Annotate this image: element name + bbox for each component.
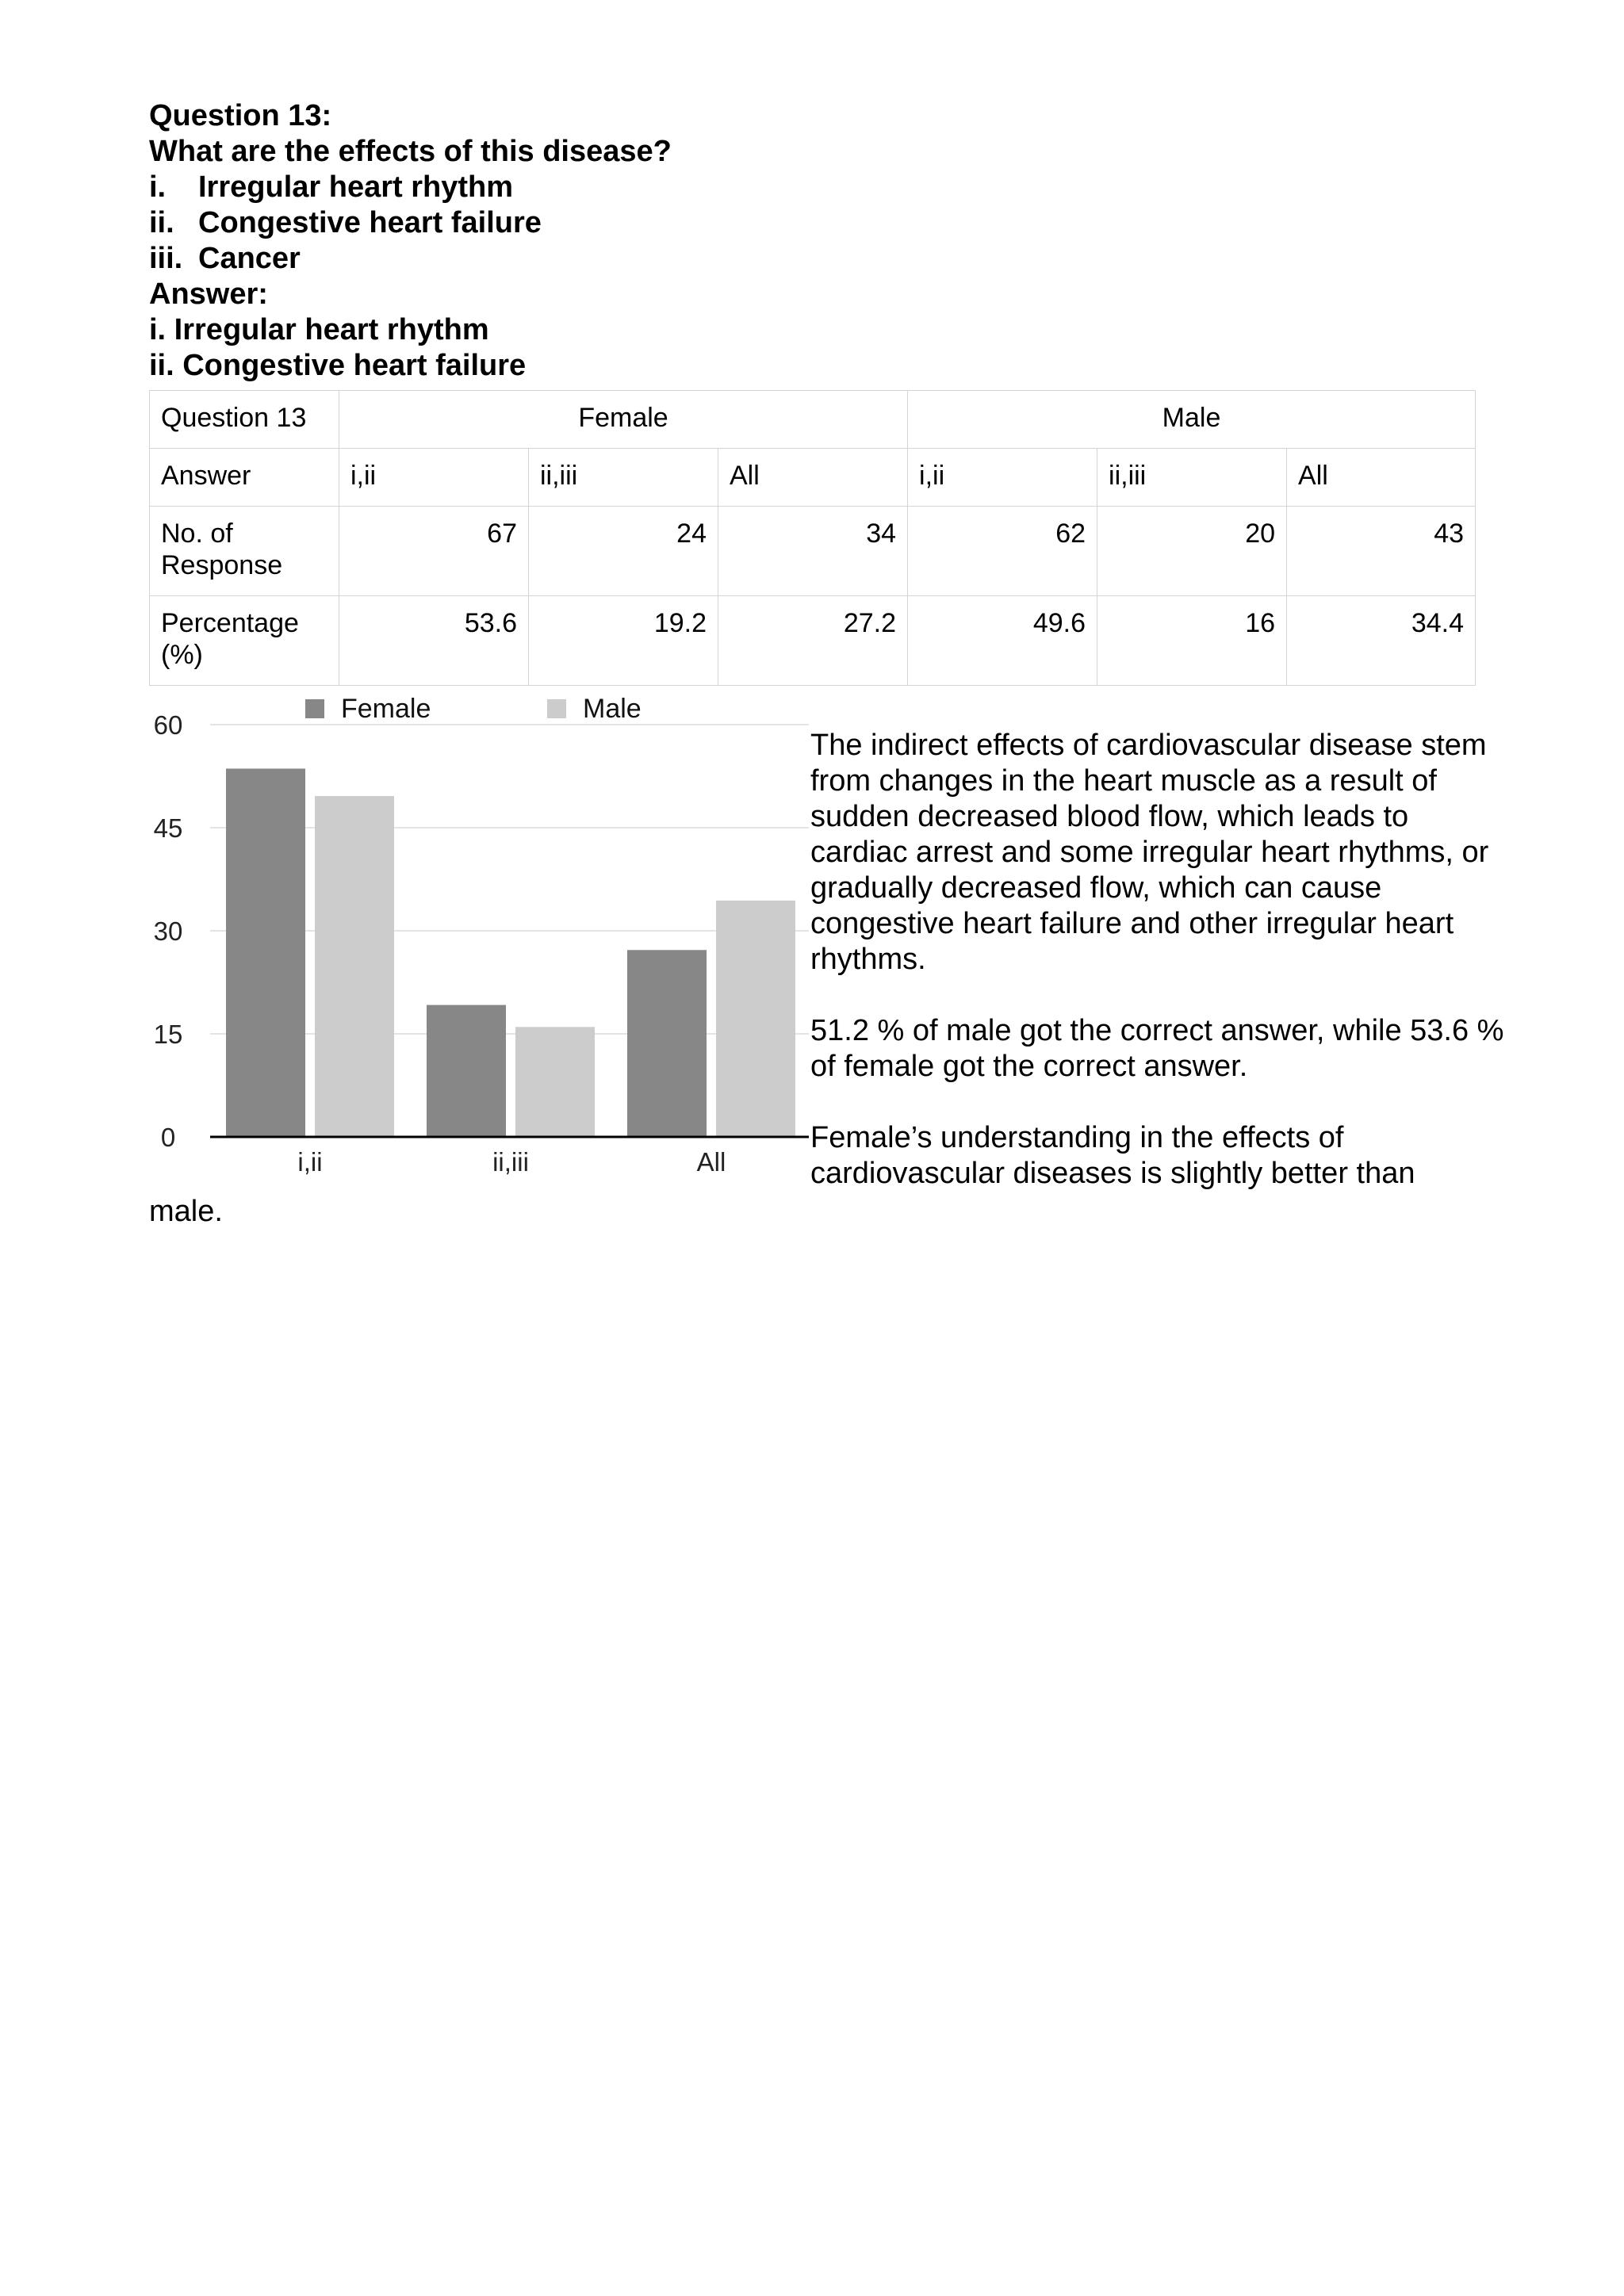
bar-male [315, 796, 394, 1137]
response-cell: 34 [718, 507, 908, 596]
analysis-continuation: male. [149, 1195, 223, 1228]
answer-cell: All [718, 449, 908, 507]
x-tick-label: All [696, 1147, 726, 1177]
bar-male [716, 901, 795, 1137]
percentage-cell: 53.6 [339, 596, 529, 686]
answer-cell: i,ii [908, 449, 1097, 507]
x-tick-label: i,ii [297, 1147, 323, 1177]
answer-cell: ii,iii [529, 449, 718, 507]
row-label: Percentage (%) [150, 596, 339, 686]
results-table [149, 390, 1476, 686]
question-prompt: What are the effects of this disease? [149, 135, 672, 168]
y-tick-label: 0 [160, 1123, 176, 1152]
question-title: Question 13: [149, 99, 332, 132]
table-corner-cell: Question 13 [150, 391, 339, 449]
answer-label: Answer: [149, 277, 268, 311]
option-number: iii. [149, 242, 183, 275]
option-item [149, 241, 672, 277]
option-text: Congestive heart failure [198, 206, 542, 239]
legend-label: Male [583, 694, 642, 724]
male-header: Male [908, 391, 1476, 449]
response-cell: 24 [529, 507, 718, 596]
bar-female [226, 768, 305, 1137]
bar-chart [135, 690, 817, 1197]
y-tick-label: 60 [153, 710, 183, 740]
legend-label: Female [341, 694, 431, 724]
response-cell: 20 [1097, 507, 1287, 596]
response-cell: 43 [1287, 507, 1476, 596]
option-item [149, 205, 672, 241]
answer-cell: ii,iii [1097, 449, 1287, 507]
answer-item: ii. Congestive heart failure [149, 349, 527, 382]
y-tick-label: 15 [153, 1020, 183, 1049]
bar-male [515, 1027, 595, 1137]
percentage-cell: 34.4 [1287, 596, 1476, 686]
bar-chart-svg [135, 690, 817, 1197]
percentage-cell: 27.2 [718, 596, 908, 686]
legend-swatch-male [547, 699, 566, 718]
option-item [149, 170, 672, 205]
bar-female [427, 1005, 506, 1137]
response-cell: 62 [908, 507, 1097, 596]
percentage-cell: 16 [1097, 596, 1287, 686]
question-heading [149, 98, 672, 384]
analysis-paragraph: Female’s understanding in the effects of cardiovascular diseases is slightly better than [810, 1121, 1415, 1190]
answer-item: i. Irregular heart rhythm [149, 313, 489, 346]
bar-female [627, 950, 707, 1137]
row-label: No. of Response [150, 507, 339, 596]
option-text: Irregular heart rhythm [198, 170, 513, 204]
percentage-cell: 49.6 [908, 596, 1097, 686]
option-number: i. [149, 170, 167, 204]
row-label: Answer [150, 449, 339, 507]
y-tick-label: 45 [153, 813, 183, 843]
analysis-paragraph: 51.2 % of male got the correct answer, while 53.6 % of female got the correct answer. [810, 1014, 1504, 1083]
answer-cell: i,ii [339, 449, 529, 507]
percentage-cell: 19.2 [529, 596, 718, 686]
female-header: Female [339, 391, 908, 449]
y-tick-label: 30 [153, 916, 183, 946]
option-number: ii. [149, 206, 174, 239]
legend-swatch-female [305, 699, 324, 718]
analysis-paragraph: The indirect effects of cardiovascular disease stem from changes in the heart muscle as a result of sudden decreased blood flow, which leads to cardiac arrest and some irregular heart rhythms, or gradually decreased flow, which can cause congestive heart failure and other irregular heart rhythms. [810, 729, 1489, 976]
analysis-text [810, 728, 1508, 1192]
table-row [150, 507, 1476, 596]
x-tick-label: ii,iii [492, 1147, 529, 1177]
option-text: Cancer [198, 242, 301, 275]
table-row [150, 391, 1476, 449]
response-cell: 67 [339, 507, 529, 596]
table-row [150, 596, 1476, 686]
table-row [150, 449, 1476, 507]
answer-cell: All [1287, 449, 1476, 507]
